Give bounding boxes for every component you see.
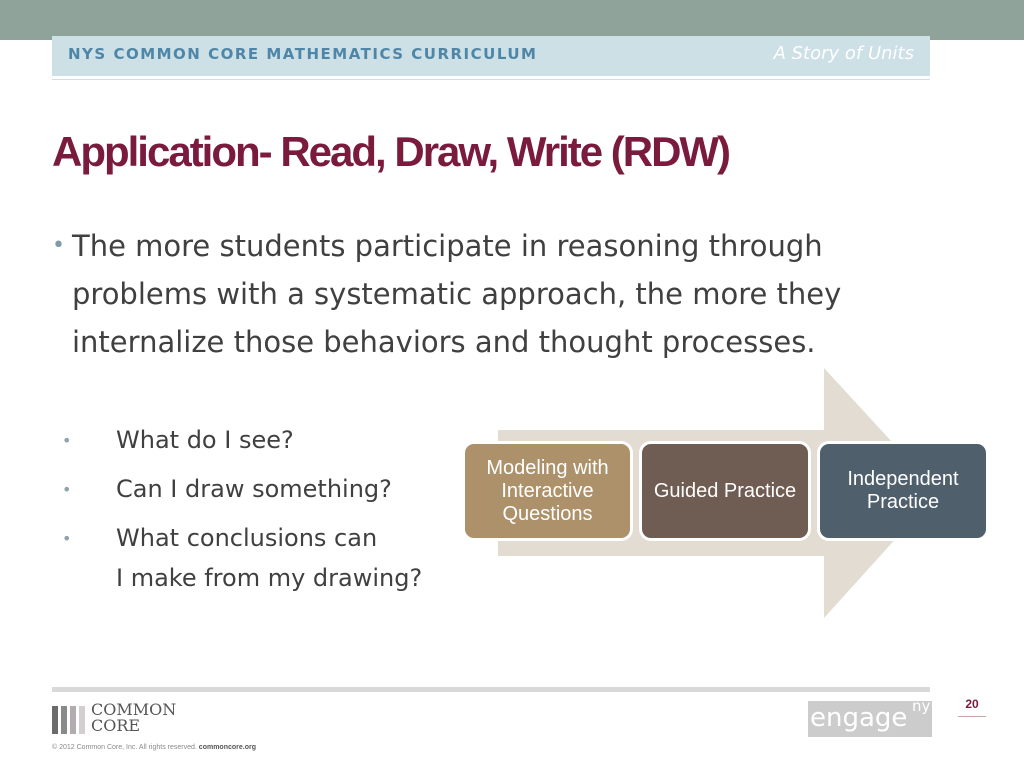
- common-core-logo-text: [91, 702, 176, 734]
- bullet-dot-icon: •: [52, 233, 65, 258]
- step-modeling: [462, 441, 633, 541]
- engage-ny-logo: [808, 697, 932, 737]
- list-item: [60, 420, 480, 460]
- rdw-question-list: [60, 420, 480, 598]
- list-item-text: Can I draw something?: [116, 475, 392, 503]
- list-item: [60, 518, 480, 598]
- story-label: A Story of Units: [773, 43, 914, 64]
- copyright-text: [52, 744, 256, 751]
- page-number-underline: [958, 716, 986, 717]
- list-item-text: What do I see?: [116, 426, 294, 454]
- engage-logo-superscript: ny: [912, 697, 931, 715]
- header-divider: [52, 79, 930, 80]
- top-band: [0, 0, 1024, 40]
- list-item: [60, 469, 480, 509]
- step-label: Modeling with Interactive Questions: [486, 456, 609, 525]
- list-item-text-continued: I make from my drawing?: [116, 564, 423, 592]
- copyright-link[interactable]: commoncore.org: [198, 744, 256, 751]
- main-bullet-text: The more students participate in reasoning through problems with a systematic approach, the more they internalize those behaviors and thought processes.: [72, 229, 842, 359]
- bullet-dot-icon: •: [62, 431, 72, 450]
- slide-title: Application- Read, Draw, Write (RDW): [52, 128, 730, 175]
- step-independent-practice: [817, 441, 989, 541]
- logo-line-2: CORE: [91, 716, 141, 735]
- main-bullet: [52, 222, 932, 366]
- footer-divider: [52, 687, 930, 692]
- logo-line-1: COMMON: [91, 700, 177, 719]
- step-guided-practice: [639, 441, 811, 541]
- bullet-dot-icon: •: [62, 480, 72, 499]
- common-core-logo-icon: [52, 706, 86, 734]
- list-item-text: What conclusions can: [116, 524, 378, 552]
- step-label: Guided Practice: [653, 479, 797, 502]
- header-bar: [52, 36, 930, 76]
- page-number: 20: [965, 697, 979, 711]
- copyright-notice: © 2012 Common Core, Inc. All rights reserved.: [52, 744, 197, 751]
- engage-logo-word: engage: [810, 703, 908, 733]
- bullet-dot-icon: •: [62, 529, 72, 548]
- curriculum-label: NYS COMMON CORE MATHEMATICS CURRICULUM: [68, 45, 538, 63]
- step-label: Independent Practice: [847, 468, 959, 513]
